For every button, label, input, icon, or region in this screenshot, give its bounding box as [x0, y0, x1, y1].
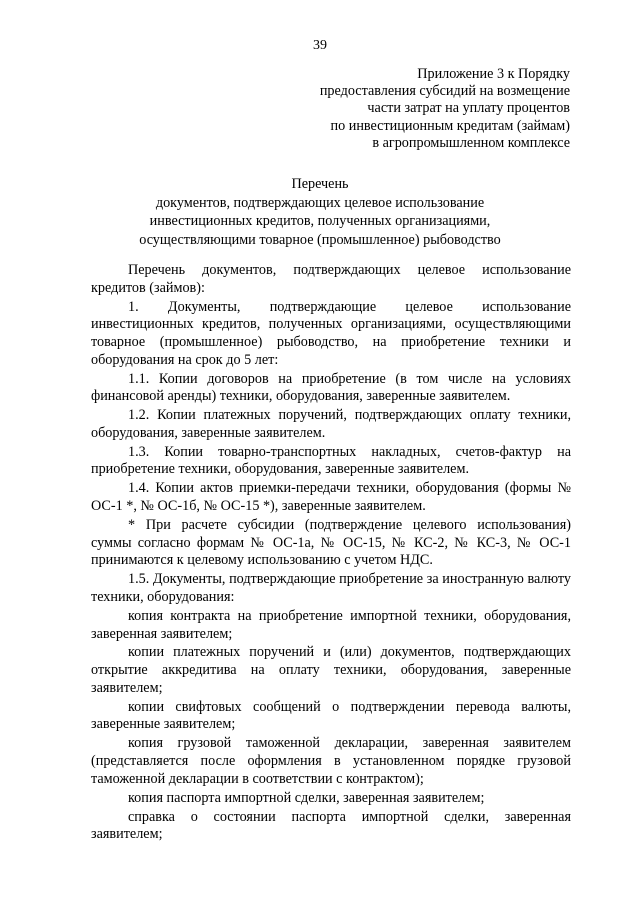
- appendix-line: в агропромышленном комплексе: [372, 134, 570, 151]
- appendix-line: предоставления субсидий на возмещение: [319, 83, 570, 100]
- title-line: осуществляющими товарное (промышленное) рыбоводство: [139, 231, 501, 248]
- paragraph-item-1-4: 1.4. Копии актов приемки-передачи техники, оборудования (формы № ОС-1 *, № ОС-1б, № ОС-15 *), заверенные заявителем.: [91, 480, 571, 515]
- document-body: [91, 262, 571, 845]
- list-item-customs-declaration: копия грузовой таможенной декларации, заверенная заявителем (представляется после оформления в установленном порядке грузовой таможенной декларации в соответствии с контрактом);: [91, 735, 571, 787]
- title-line: инвестиционных кредитов, полученных организациями,: [149, 213, 491, 230]
- paragraph-item-1-2: 1.2. Копии платежных поручений, подтверждающих оплату техники, оборудования, заверенные заявителем.: [91, 407, 571, 441]
- list-item-passport-status: справка о состоянии паспорта импортной сделки, заверенная заявителем;: [91, 808, 571, 843]
- paragraph-intro: Перечень документов, подтверждающих целевое использование кредитов (займов):: [91, 262, 571, 296]
- list-item-contract: копия контракта на приобретение импортной техники, оборудования, заверенная заявителем;: [91, 607, 571, 642]
- appendix-line: по инвестиционным кредитам (займам): [330, 117, 570, 134]
- paragraph-item-1-5: 1.5. Документы, подтверждающие приобретение за иностранную валюту техники, оборудования:: [91, 571, 571, 605]
- list-item-import-passport: копия паспорта импортной сделки, заверенная заявителем;: [128, 789, 485, 806]
- appendix-line: части затрат на уплату процентов: [367, 100, 570, 117]
- paragraph-footnote: * При расчете субсидии (подтверждение целевого использования) суммы согласно формам № ОС-1а, № ОС-15, № КС-2, № КС-3, № ОС-1 принимаются к целевому использованию с учетом НДС.: [91, 516, 571, 569]
- paragraph-item-1-1: 1.1. Копии договоров на приобретение (в том числе на условиях финансовой аренды) техники, оборудования, заверенные заявителем.: [91, 370, 571, 405]
- title-heading: Перечень: [291, 176, 349, 192]
- appendix-header: [270, 66, 570, 152]
- title-line: документов, подтверждающих целевое использование: [155, 194, 485, 211]
- document-title: [60, 175, 580, 249]
- list-item-payment-orders: копии платежных поручений и (или) документов, подтверждающих открытие аккредитива на оплату техники, оборудования, заверенные заявителем;: [91, 644, 571, 696]
- list-item-swift: копии свифтовых сообщений о подтверждении перевода валюты, заверенные заявителем;: [91, 698, 571, 733]
- paragraph-item-1-3: 1.3. Копии товарно-транспортных накладных, счетов-фактур на приобретение техники, оборудования, заверенные заявителем.: [91, 443, 571, 478]
- paragraph-item-1: 1. Документы, подтверждающие целевое использование инвестиционных кредитов, полученных организациями, осуществляющими товарное (промышленное) рыбоводство, на приобретение техники и оборудования на срок до 5 лет:: [91, 298, 571, 368]
- appendix-line: Приложение 3 к Порядку: [417, 66, 570, 82]
- page-number: 39: [313, 38, 327, 53]
